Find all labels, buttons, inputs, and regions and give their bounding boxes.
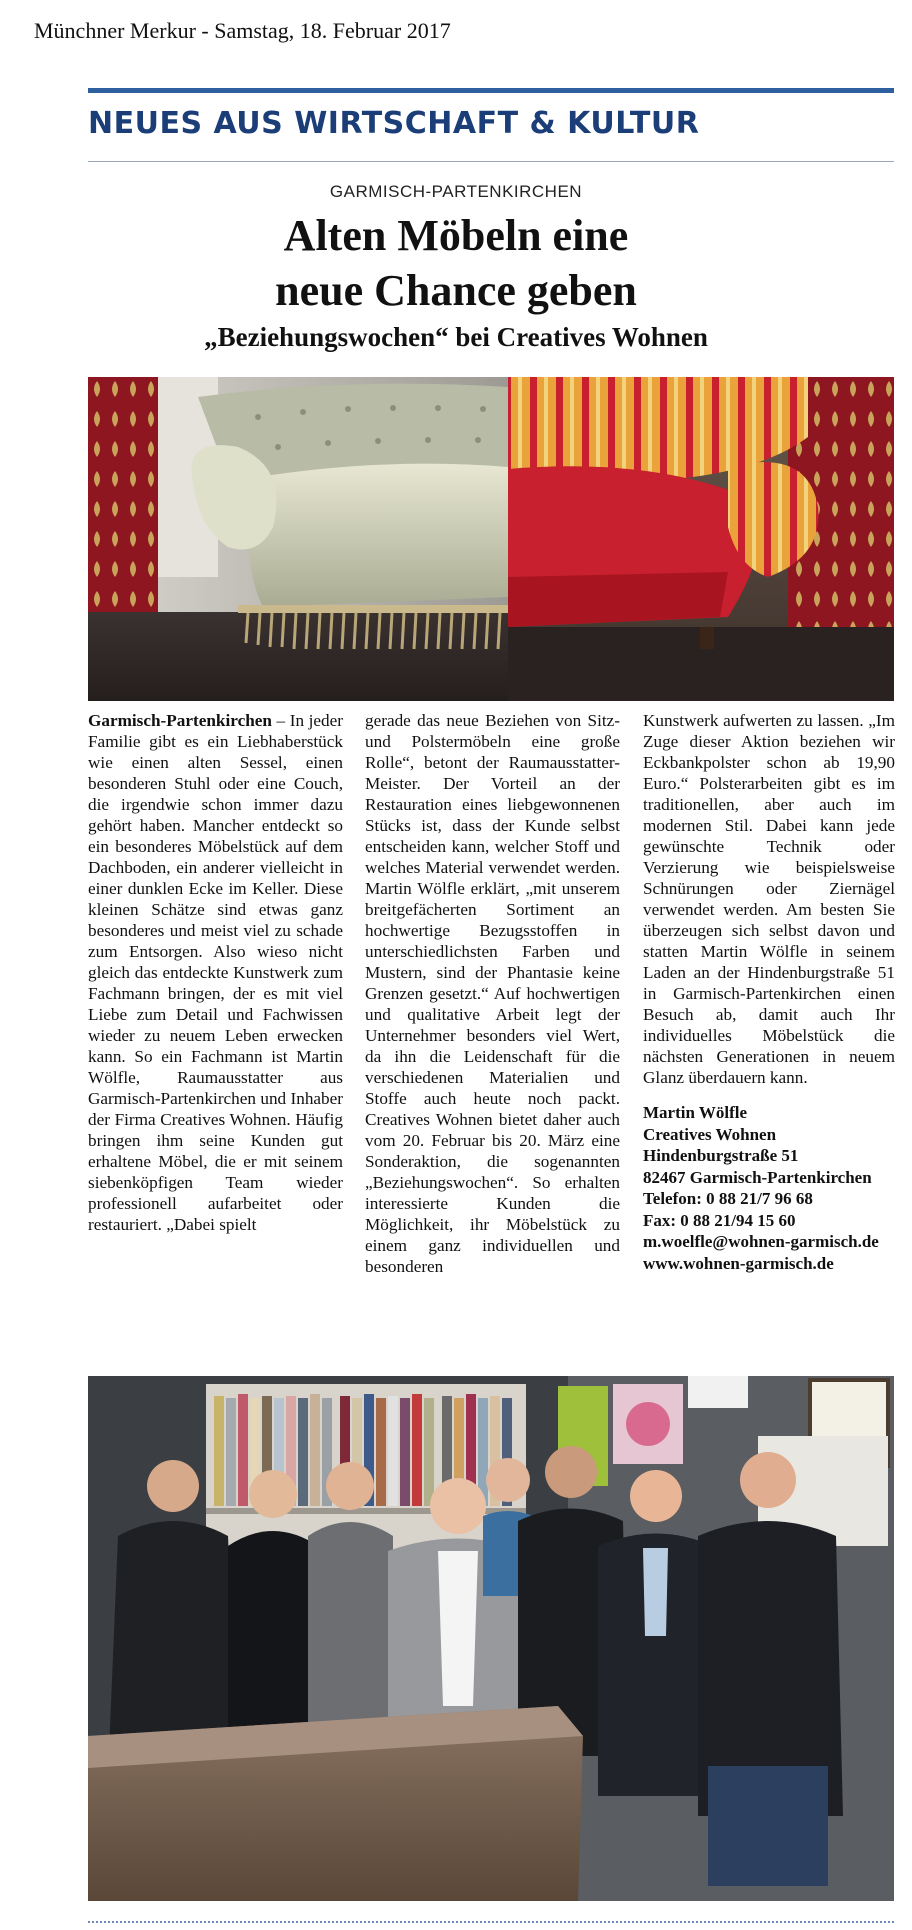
section-rule <box>88 161 894 162</box>
dateline: Münchner Merkur - Samstag, 18. Februar 2017 <box>34 18 451 43</box>
contact-web: www.wohnen-garmisch.de <box>643 1253 834 1273</box>
contact-name: Martin Wölfle <box>643 1103 748 1122</box>
article-col1-text: – In jeder Familie gibt es ein Liebhaberstück wie einen alten Sessel, einen besonderen Stuhl oder eine Couch, die irgendwie schon immer dazu gehört haben. Mancher entdeckt so ein besonderes Möbelstück auf dem Dachboden, ein anderer vielleicht in einer dunklen Ecke im Keller. Diese kleinen Schätze sind etwas ganz besonderes und meist viel zu schade zum Entsorgen. Also wieso nicht gleich das entdeckte Kunstwerk zum Fachmann bringen, der es mit viel Liebe zum Detail und Fachwissen wieder zu neuem Leben erwecken kann. So ein Fachmann ist Martin Wölfle, Raumausstatter aus Garmisch-Partenkirchen und Inhaber der Firma Creatives Wohnen. Häufig bringen ihm seine Kunden gut erhaltene Möbel, die er mit seinem siebenköpfigen Team wieder professionell aufarbeitet oder restauriert. „Dabei spielt <box>88 711 343 1234</box>
team-photo <box>88 1376 894 1901</box>
top-rule <box>88 88 894 93</box>
contact-phone: Telefon: 0 88 21/7 96 68 <box>643 1189 813 1208</box>
headline-line-2: neue Chance geben <box>275 266 637 315</box>
contact-company: Creatives Wohnen <box>643 1124 777 1144</box>
bottom-dotted-rule <box>88 1921 894 1923</box>
headline-line-1: Alten Möbeln eine <box>283 211 629 260</box>
article-col3-text: Kunstwerk aufwerten zu lassen. „Im Zuge dieser Aktion beziehen wir Eckbankpolster schon ab 19,90 Euro.“ Polsterarbeiten gibt es im traditionellen, aber auch im modernen Stil. Dabei kann jede gewünschte Technik oder Verzierung wie beispielsweise Schnürungen oder Ziernägel verwendet werden. Am besten Sie überzeugen sich selbst davon und statten Martin Wölfle in seinem Laden an der Hindenburgstraße 51 in Garmisch-Partenkirchen einen Besuch ab, damit auch Ihr individuelles Möbelstück die nächsten Generationen in neuem Glanz überdauern kann. <box>643 711 895 1087</box>
contact-fax: Fax: 0 88 21/94 15 60 <box>643 1210 796 1230</box>
article-column-2 <box>365 710 620 1277</box>
section-title: NEUES AUS WIRTSCHAFT & KULTUR <box>88 106 700 141</box>
article-kicker: GARMISCH-PARTENKIRCHEN <box>329 182 583 201</box>
article-subheadline: „Beziehungswochen“ bei Creatives Wohnen <box>204 322 708 352</box>
sofa-before-after-photo <box>88 377 894 701</box>
article-col2-text: gerade das neue Beziehen von Sitz- und Polstermöbeln eine große Rolle“, betont der Raumausstatter-Meister. Der Vorteil an der Restauration eines liebgewonnenen Stücks ist, dass der Kunde selbst entscheiden kann, welcher Stoff und welches Material verwendet werden. Martin Wölfle erklärt, „mit unserem breitgefächerten Sortiment an hochwertige Bezugsstoffen in unterschiedlichsten Farben und Mustern, sind der Phantasie keine Grenzen gesetzt.“ Auf hochwertigen und qualitative Arbeit legt der Unternehmer besonders viel Wert, da ihn die Leidenschaft für die verschiedenen Materialien und Stoffe auch heute noch packt. Creatives Wohnen bietet daher auch vom 20. Februar bis 20. März eine Sonderaktion, die sogenannten „Beziehungswochen“. So erhalten interessierte Kunden die Möglichkeit, ihr Möbelstück zu einem ganz individuellen und besonderen <box>365 711 620 1276</box>
article-column-1 <box>88 710 343 1235</box>
article-lead-place: Garmisch-Partenkirchen <box>88 711 272 730</box>
contact-street: Hindenburgstraße 51 <box>643 1146 799 1165</box>
contact-block <box>643 1102 895 1274</box>
contact-city: 82467 Garmisch-Partenkirchen <box>643 1167 872 1187</box>
contact-email: m.woelfle@wohnen-garmisch.de <box>643 1232 879 1251</box>
article-column-3 <box>643 710 895 1274</box>
article-headline <box>0 208 912 318</box>
